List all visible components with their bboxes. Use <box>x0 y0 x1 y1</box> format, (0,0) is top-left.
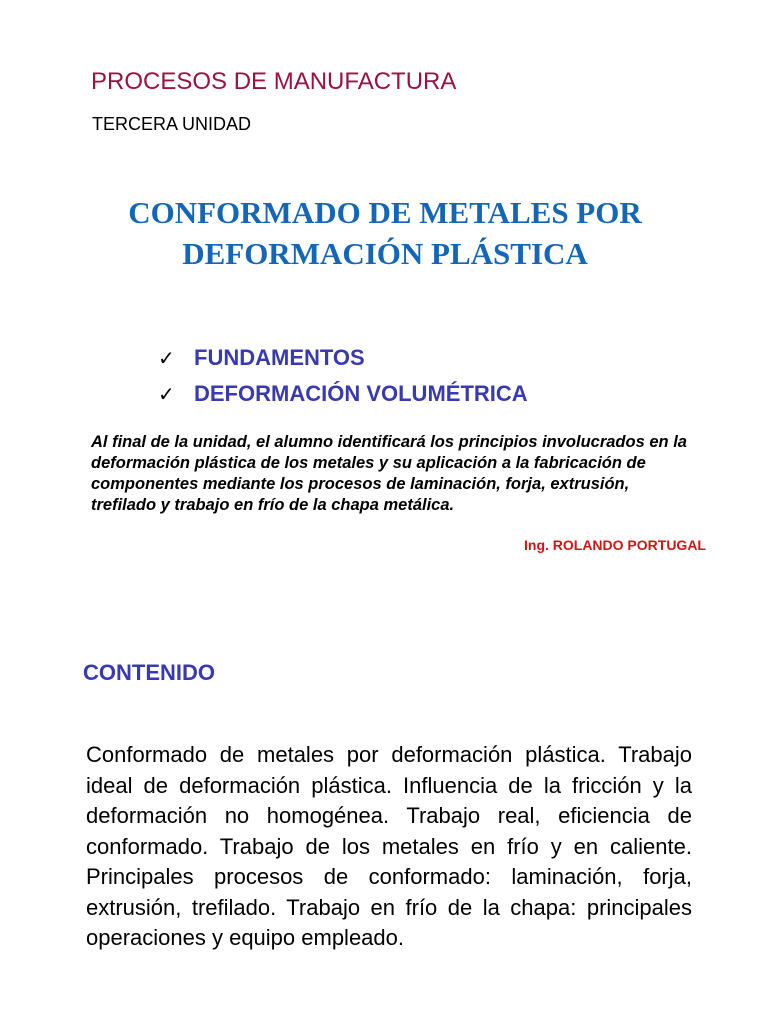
checkmark-icon: ✓ <box>158 347 175 370</box>
learning-objective: Al final de la unidad, el alumno identificará los principios involucrados en la deformación plástica de los metales y su aplicación a la fabricación de componentes mediante los procesos de laminación, forja, extrusión, trefilado y trabajo en frío de la chapa metálica. <box>91 433 687 514</box>
main-title-line-1: CONFORMADO DE METALES POR <box>128 195 642 230</box>
content-heading: CONTENIDO <box>83 660 215 685</box>
main-title <box>60 192 710 274</box>
topic-label: FUNDAMENTOS <box>194 345 365 370</box>
main-title-line-2: DEFORMACIÓN PLÁSTICA <box>182 236 588 271</box>
topic-label: DEFORMACIÓN VOLUMÉTRICA <box>194 381 528 406</box>
topic-list <box>158 340 528 412</box>
unit-label: TERCERA UNIDAD <box>92 114 252 134</box>
author-name: Ing. ROLANDO PORTUGAL <box>524 537 706 553</box>
topic-item <box>158 340 528 376</box>
course-title: PROCESOS DE MANUFACTURA <box>91 68 457 95</box>
checkmark-icon: ✓ <box>158 383 175 406</box>
content-body: Conformado de metales por deformación plástica. Trabajo ideal de deformación plástica. Influencia de la fricción y la deformación no homogénea. Trabajo real, eficiencia de conformado. Trabajo de los metales en frío y en caliente. Principales procesos de conformado: laminación, forja, extrusión, trefilado. Trabajo en frío de la chapa: principales operaciones y equipo empleado. <box>86 742 692 950</box>
topic-item <box>158 376 528 412</box>
